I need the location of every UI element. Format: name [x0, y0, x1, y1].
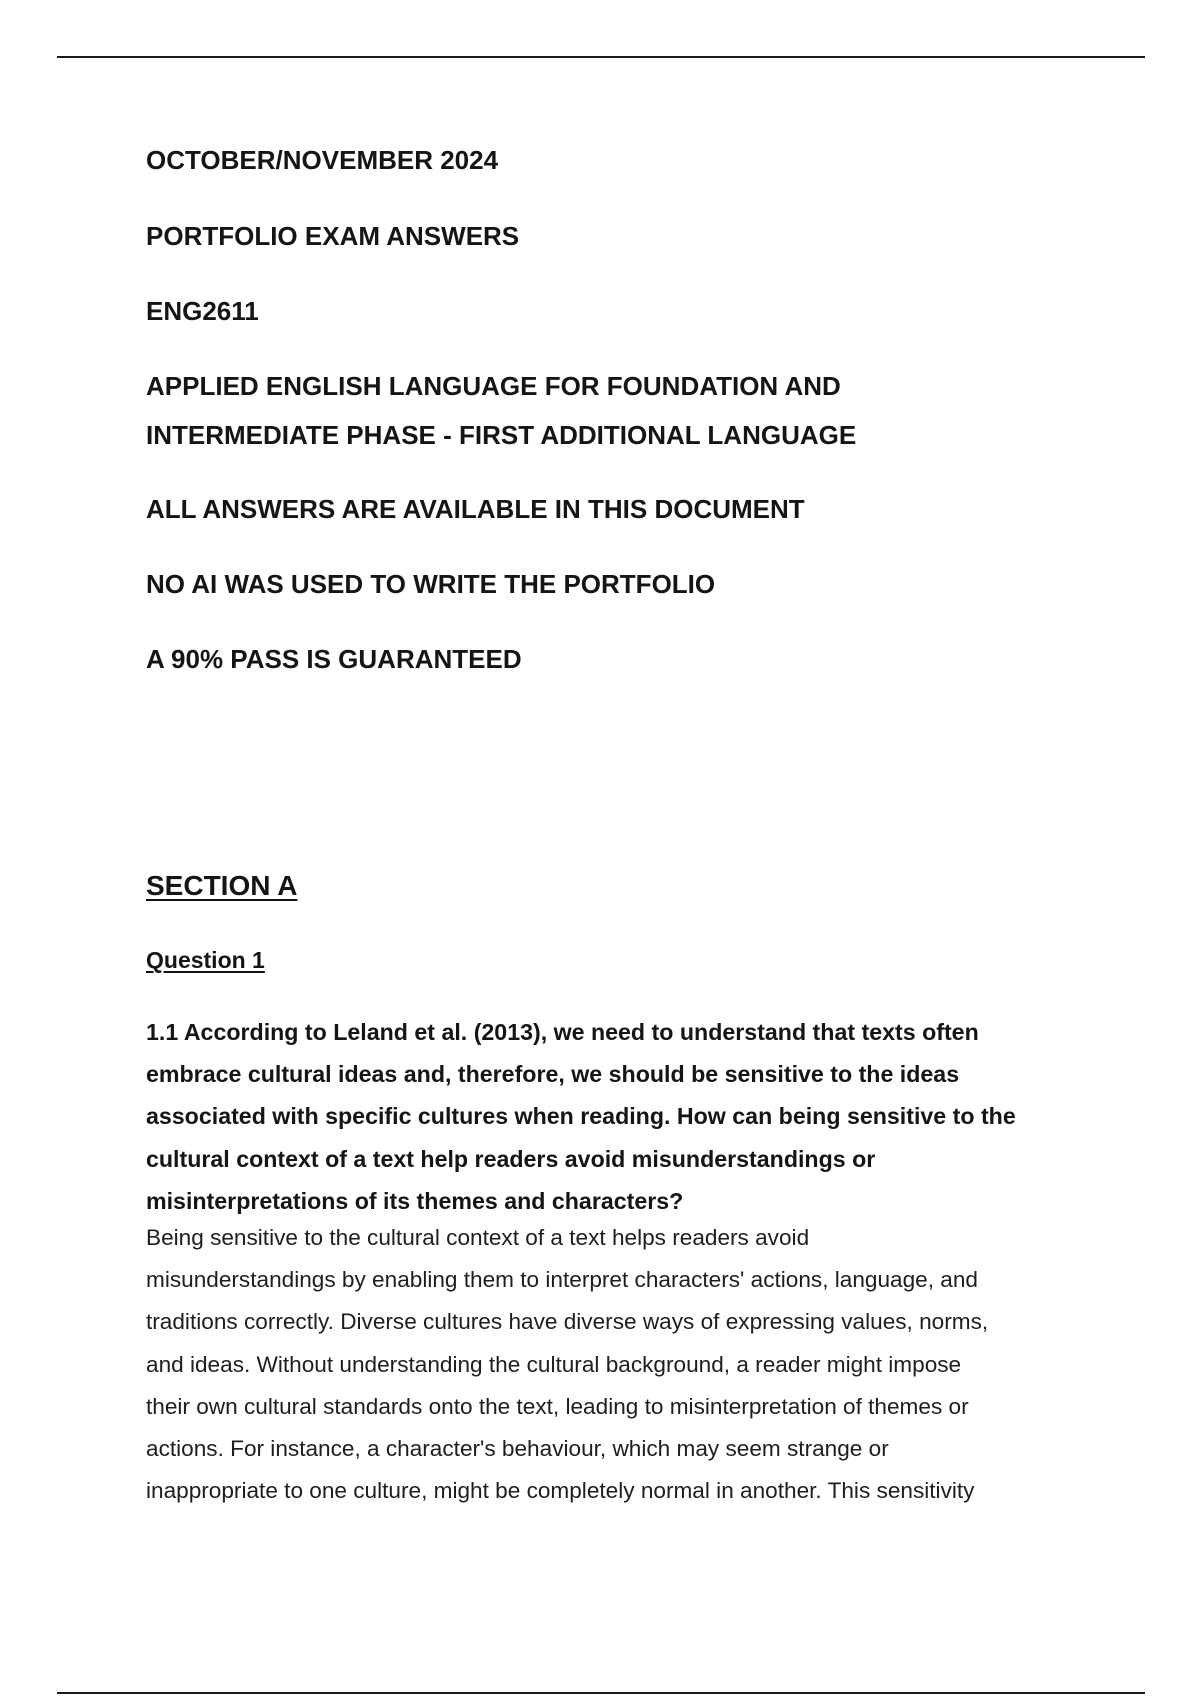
- question-label: Question 1: [146, 947, 265, 973]
- answer-line: traditions correctly. Diverse cultures have diverse ways of expressing values, norms,: [146, 1309, 989, 1335]
- top-rule: [57, 56, 1145, 58]
- section-title: SECTION A: [146, 870, 298, 901]
- bottom-rule: [57, 1692, 1145, 1694]
- answer-line: their own cultural standards onto the text, leading to misinterpretation of themes or: [146, 1393, 969, 1419]
- module-title-line-2: INTERMEDIATE PHASE - FIRST ADDITIONAL LANGUAGE: [146, 420, 857, 450]
- question-line: 1.1 According to Leland et al. (2013), we need to understand that texts often: [146, 1019, 979, 1045]
- question-line: embrace cultural ideas and, therefore, we should be sensitive to the ideas: [146, 1061, 960, 1088]
- document-type: PORTFOLIO EXAM ANSWERS: [146, 221, 520, 251]
- answer-line: misunderstandings by enabling them to interpret characters' actions, language, and: [146, 1267, 978, 1293]
- claim-all-answers: ALL ANSWERS ARE AVAILABLE IN THIS DOCUMENT: [146, 494, 805, 524]
- answer-line: and ideas. Without understanding the cultural background, a reader might impose: [146, 1351, 962, 1377]
- question-line: cultural context of a text help readers avoid misunderstandings or: [146, 1145, 876, 1172]
- question-line: associated with specific cultures when reading. How can being sensitive to the: [146, 1103, 1016, 1130]
- answer-line: inappropriate to one culture, might be completely normal in another. This sensitivity: [146, 1478, 975, 1504]
- exam-session: OCTOBER/NOVEMBER 2024: [146, 145, 499, 175]
- question-line: misinterpretations of its themes and characters?: [146, 1187, 684, 1214]
- claim-no-ai: NO AI WAS USED TO WRITE THE PORTFOLIO: [146, 569, 716, 599]
- answer-text: [146, 1217, 1066, 1512]
- answer-line: actions. For instance, a character's behaviour, which may seem strange or: [146, 1436, 889, 1462]
- claim-pass-guaranteed: A 90% PASS IS GUARANTEED: [146, 644, 522, 674]
- module-code: ENG2611: [146, 296, 259, 326]
- module-title-line-1: APPLIED ENGLISH LANGUAGE FOR FOUNDATION AND: [146, 371, 841, 401]
- question-text: [146, 1011, 1066, 1222]
- answer-line: Being sensitive to the cultural context of a text helps readers avoid: [146, 1225, 810, 1250]
